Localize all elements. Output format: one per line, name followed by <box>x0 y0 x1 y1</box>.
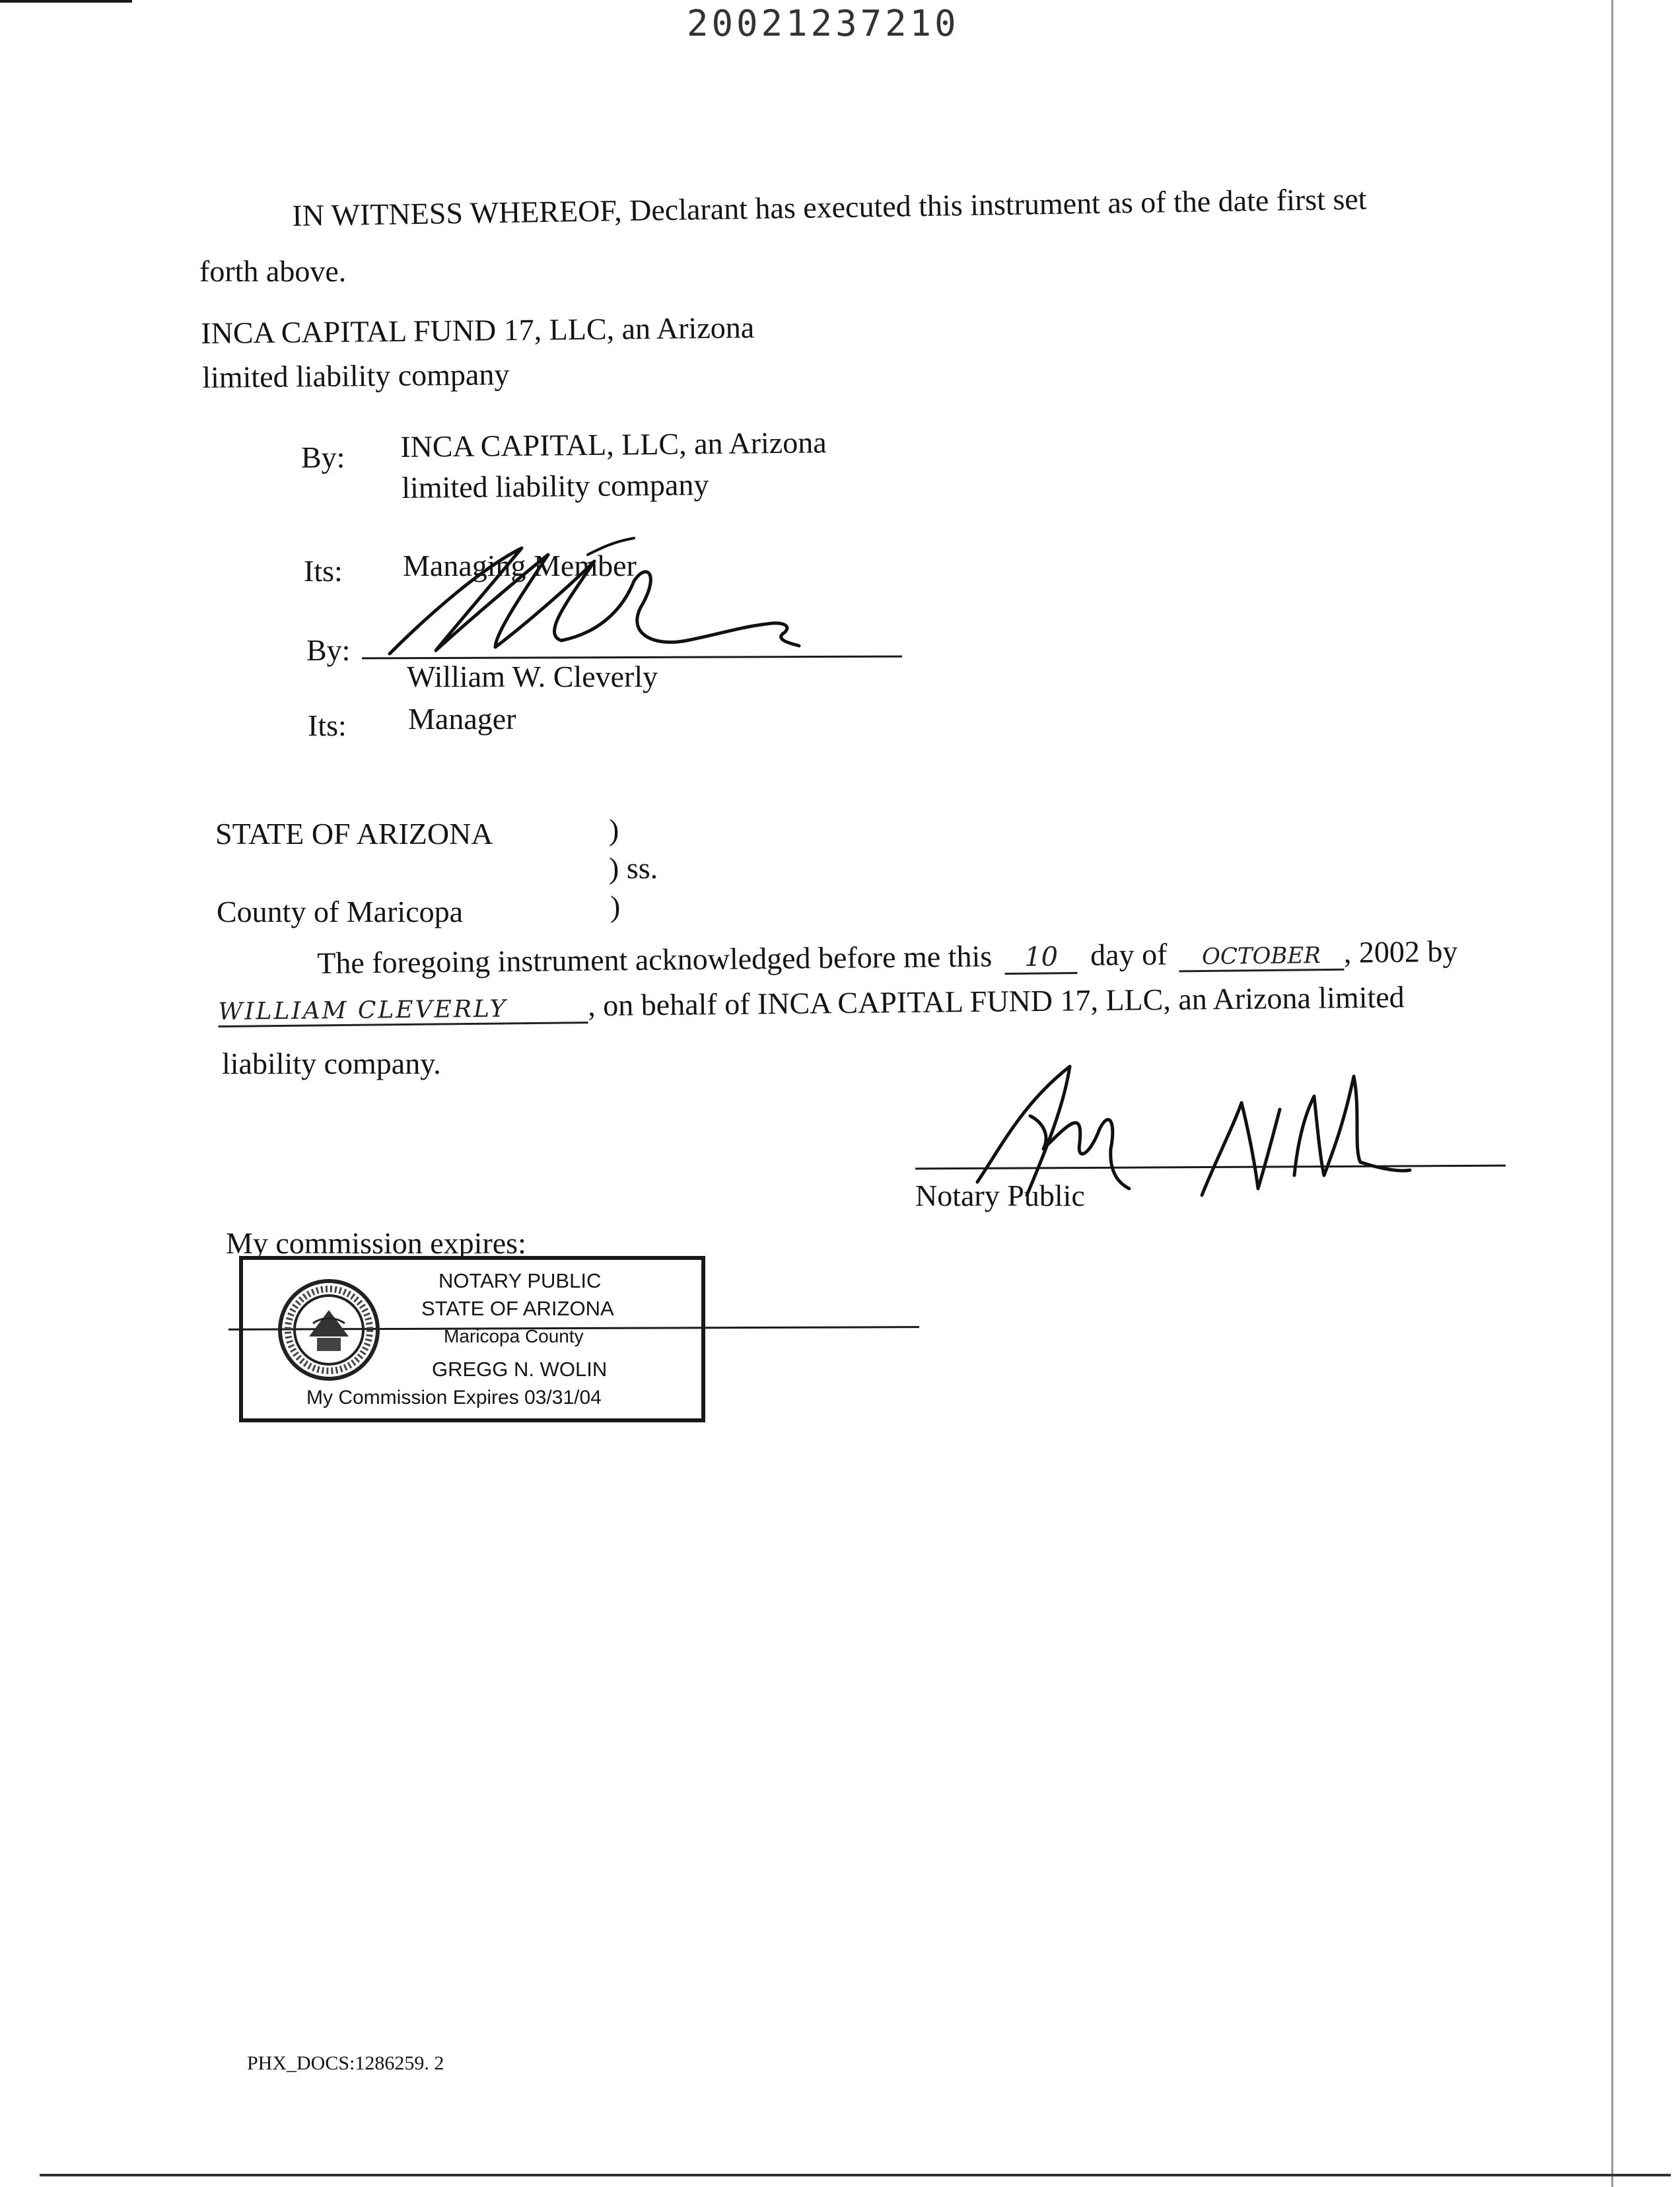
state-seal-icon <box>276 1277 382 1383</box>
entity-name: INCA CAPITAL FUND 17, LLC, an Arizona <box>201 310 755 350</box>
by2-label: By: <box>306 633 351 667</box>
venue-paren-3: ) <box>610 889 621 923</box>
stamp-line-3: Maricopa County <box>444 1326 584 1346</box>
stamp-line-1: NOTARY PUBLIC <box>438 1269 602 1292</box>
its-label: Its: <box>304 554 343 588</box>
ack-part-3: , 2002 by <box>1343 934 1458 969</box>
page-edge <box>1611 0 1613 2187</box>
ack-line-3: liability company. <box>222 1047 441 1080</box>
its-value: Managing Member <box>403 549 637 582</box>
stamp-line-5: My Commission Expires 03/31/04 <box>306 1387 602 1408</box>
venue-state: STATE OF ARIZONA <box>215 817 493 850</box>
notary-stamp <box>239 1256 705 1422</box>
ack-line-2 <box>218 979 1405 1027</box>
by-label: By: <box>301 440 345 474</box>
ack-line-1 <box>317 934 1458 982</box>
ack-month: OCTOBER <box>1179 942 1344 973</box>
signer-title: Manager <box>408 702 516 736</box>
witness-line-2: forth above. <box>199 254 347 288</box>
venue-ss: ) ss. <box>609 851 658 885</box>
ack-person: WILLIAM CLEVERLY <box>218 994 588 1027</box>
venue-paren-1: ) <box>609 813 619 847</box>
ack-part-2: day of <box>1090 937 1168 972</box>
signer-name: William W. Cleverly <box>407 660 658 693</box>
witness-line-1: IN WITNESS WHEREOF, Declarant has executed this instrument as of the date first set <box>292 182 1367 232</box>
commission-label: My commission expires: <box>226 1226 526 1260</box>
stamp-line-2: STATE OF ARIZONA <box>421 1297 614 1320</box>
bottom-edge <box>40 2174 1671 2176</box>
ack-day: 10 <box>1004 942 1078 975</box>
its2-label: Its: <box>308 709 347 742</box>
entity-type: limited liability company <box>202 357 510 394</box>
document-number: 20021237210 <box>687 3 960 44</box>
by-entity-type: limited liability company <box>402 468 709 504</box>
header-rule <box>0 0 132 3</box>
signer-signature <box>370 535 819 667</box>
ack-part-1: The foregoing instrument acknowledged before me this <box>317 939 993 980</box>
ack-part-4: , on behalf of INCA CAPITAL FUND 17, LLC, an Arizona limited <box>587 980 1405 1023</box>
by-entity-name: INCA CAPITAL, LLC, an Arizona <box>400 425 827 464</box>
notary-label: Notary Public <box>915 1179 1085 1212</box>
venue-county: County of Maricopa <box>217 895 464 928</box>
stamp-line-4: GREGG N. WOLIN <box>432 1358 608 1381</box>
footer-doc-id: PHX_DOCS:1286259. 2 <box>247 2052 444 2074</box>
